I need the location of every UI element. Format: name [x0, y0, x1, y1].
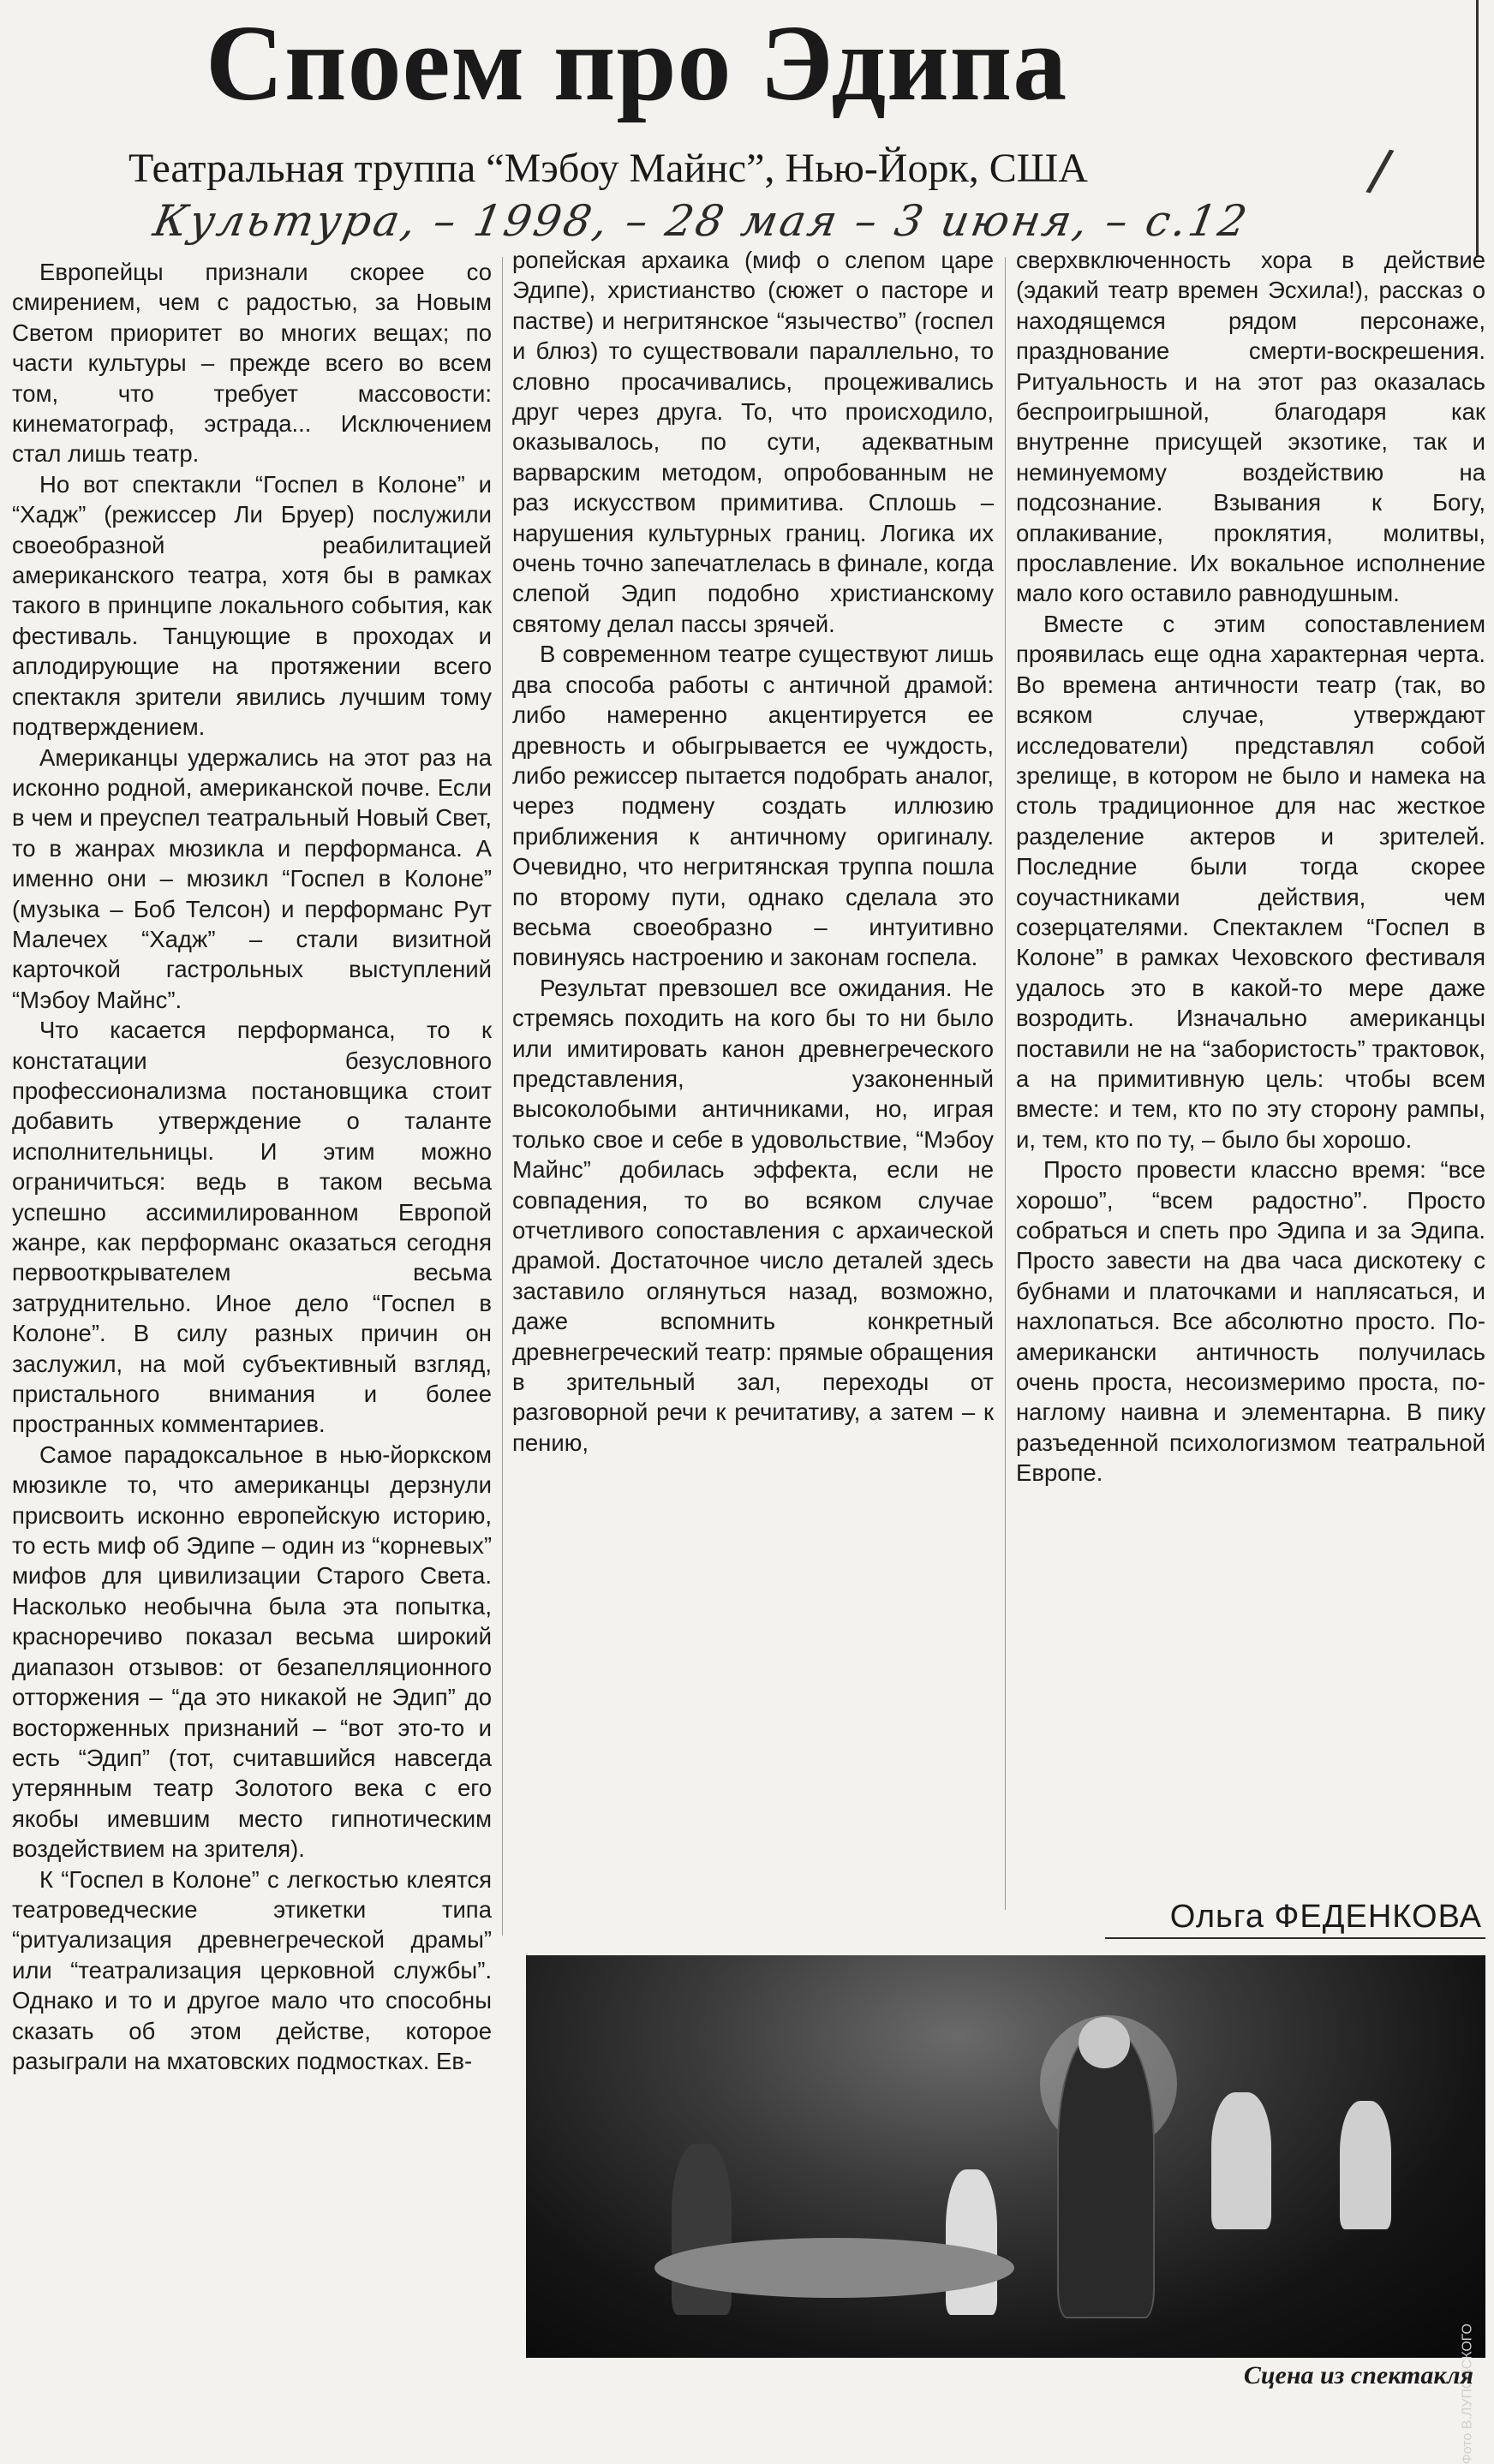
column-divider	[502, 257, 503, 1936]
singer-head	[1079, 2017, 1130, 2068]
paragraph: сверхвключенность хора в действие (эдакий театр времен Эсхила!), рассказ о находящемся рядом персонаже, празднование смерти-воскрешения. Ритуальность и на этот раз оказалась беспроигрышной, благодаря как внутренне присущей экзотике, так и неминуемому воздействию на подсознание. Взывания к Богу, оплакивание, проклятия, молитвы, прославление. Их вокальное исполнение мало кого оставило равнодушным.	[1016, 247, 1485, 607]
article-column-2	[512, 245, 994, 1458]
paragraph: Просто провести классно время: “все хорошо”, “всем радостно”. Просто собраться и спеть про Эдипа и за Эдипа. Просто завести на два часа дискотеку с бубнами и платочками и наплясаться, и нахлопаться. Все абсолютно просто. По-американски античность получилась очень проста, несоизмеримо проста, по-наглому наивна и элементарна. В пику разъеденной психологизмом театральной Европе.	[1016, 1156, 1485, 1487]
paragraph: Результат превзошел все ожидания. Не стремясь походить на кого бы то ни было или имитировать канон древнегреческого представления, узаконенный высоколобыми античниками, но, играя только свое и себе в удовольствие, “Мэбоу Майнс” добилась эффекта, если не совпадения, то во всяком случае отчетливого сопоставления с архаической драмой. Достаточное число деталей здесь заставило оглянуться назад, возможно, даже вспомнить конкретный древнегреческий театр: прямые обращения в зрительный зал, переходы от разговорной речи к речитативу, а затем – к пению,	[512, 974, 994, 1456]
paragraph: Вместе с этим сопоставлением проявилась еще одна характерная черта. Во времена античности театр (так, во всяком случае, утверждают исследователи) представлял собой зрелище, в котором не было и намека на столь традиционное для нас жесткое разделение актеров и зрителей. Последние были тогда скорее соучастниками действия, чем созерцателями. Спектаклем “Госпел в Колоне” в рамках Чеховского фестиваля удалось это в какой-то мере даже возродить. Изначально американцы поставили не на “забористость” трактовок, а на примитивную цель: чтобы всем вместе: и тем, кто по эту сторону рампы, и, тем, кто по ту, – было бы хорошо.	[1016, 610, 1485, 1153]
author-byline: Ольга ФЕДЕНКОВА	[1169, 1899, 1482, 1935]
subtitle: Театральная труппа “Мэбоу Майнс”, Нью-Йорк, США	[128, 146, 1088, 191]
paragraph: Что касается перформанса, то к констатации безусловного профессионализма постановщика стоит добавить утверждение о таланте исполнительницы. И этим можно ограничиться: ведь в таком весьма успешно ассимилированном Европой жанре, как перформанс оказаться сегодня первооткрывателем весьма затруднительно. Иное дело “Госпел в Колоне”. В силу разных причин он заслужил, на мой субъективный взгляд, пристального внимания и более пространных комментариев.	[12, 1017, 492, 1438]
paragraph: Самое парадоксальное в нью-йоркском мюзикле то, что американцы дерзнули присвоить исконно европейскую историю, то есть миф об Эдипе – один из “корневых” мифов для цивилизации Старого Света. Насколько необычна была эта попытка, красноречиво показал весьма широкий диапазон отзывов: от безапелляционного отторжения – “да это никакой не Эдип” до восторженных признаний – “вот это-то и есть “Эдип” (тот, считавшийся навсегда утерянным театр Золотого века с его якобы имевшим место гипнотическим воздействием на зрителя).	[12, 1441, 492, 1863]
handwritten-slash: /	[1364, 135, 1397, 205]
headline: Споем про Эдипа	[206, 4, 1068, 123]
paragraph: К “Госпел в Колоне” с легкостью клеятся театроведческие этикетки типа “ритуализация древнегреческой драмы” или “театрализация церковной службы”. Однако и то и другое мало что способны сказать об этом действе, которое разыграли на мхатовских подмостках. Ев-	[12, 1865, 492, 2074]
article-column-1	[12, 257, 492, 2076]
handwritten-source-note: Культура, – 1998, – 28 мая – 3 июня, – с.12	[149, 196, 1253, 246]
paragraph: Американцы удержались на этот раз на исконно родной, американской почве. Если в чем и преуспел театральный Новый Свет, то в жанрах мюзикла и перформанса. А именно они – мюзикл “Госпел в Колоне” (музыка – Боб Телсон) и перформанс Рут Малечех “Хадж” – стали визитной карточкой гастрольных выступлений “Мэбоу Майнс”.	[12, 743, 492, 1013]
photo-caption: Сцена из спектакля	[1243, 2361, 1473, 2389]
musician-white-suit-figure	[946, 2169, 997, 2315]
paragraph: ропейская архаика (миф о слепом царе Эдипе), христианство (сюжет о пасторе и пастве) и негритянское “язычество” (госпел и блюз) то существовали параллельно, то словно просачивались, процеживались друг через друга. То, что происходило, оказывалось, по сути, адекватным варварским методом, опробованным не раз искусством примитива. Сплошь – нарушения культурных границ. Логика их очень точно запечатлелась в финале, когда слепой Эдип подобно христианскому святому делал пассы зрячей.	[512, 247, 994, 637]
choir-member-figure	[1340, 2101, 1391, 2229]
photo-credit: Фото В.ЛУПОВСКОГО	[1460, 2324, 1474, 2464]
singer-figure	[1057, 2032, 1155, 2318]
paragraph: Европейцы признали скорее со смирением, чем с радостью, за Новым Светом приоритет во многих вещах; по части культуры – прежде всего во всем том, что требует массовости: кинематограф, эстрада... Исключением стал лишь театр.	[12, 259, 492, 468]
paragraph: Но вот спектакли “Госпел в Колоне” и “Хадж” (режиссер Ли Бруер) послужили своеобразной реабилитацией американского театра, хотя бы в рамках такого в принципе локального события, как фестиваль. Танцующие в проходах и аплодирующие на протяжении всего спектакля зрители явились лучшим тому подтверждением.	[12, 470, 492, 741]
stage-platform	[654, 2238, 1014, 2298]
byline-rule	[1105, 1937, 1485, 1939]
article-column-3	[1016, 245, 1485, 1489]
choir-member-figure	[1211, 2092, 1271, 2229]
paragraph: В современном театре существуют лишь два способа работы с античной драмой: либо намеренно акцентируется ее древность и обыгрывается ее чуждость, либо режиссер пытается подобрать аналог, через подмену создать иллюзию приближения к античному оригиналу. Очевидно, что негритянская труппа пошла по второму пути, однако сделала это весьма своеобразно – интуитивно повинуясь настроению и законам госпела.	[512, 641, 994, 971]
column-divider	[1005, 257, 1006, 1910]
page-edge	[1476, 0, 1494, 257]
